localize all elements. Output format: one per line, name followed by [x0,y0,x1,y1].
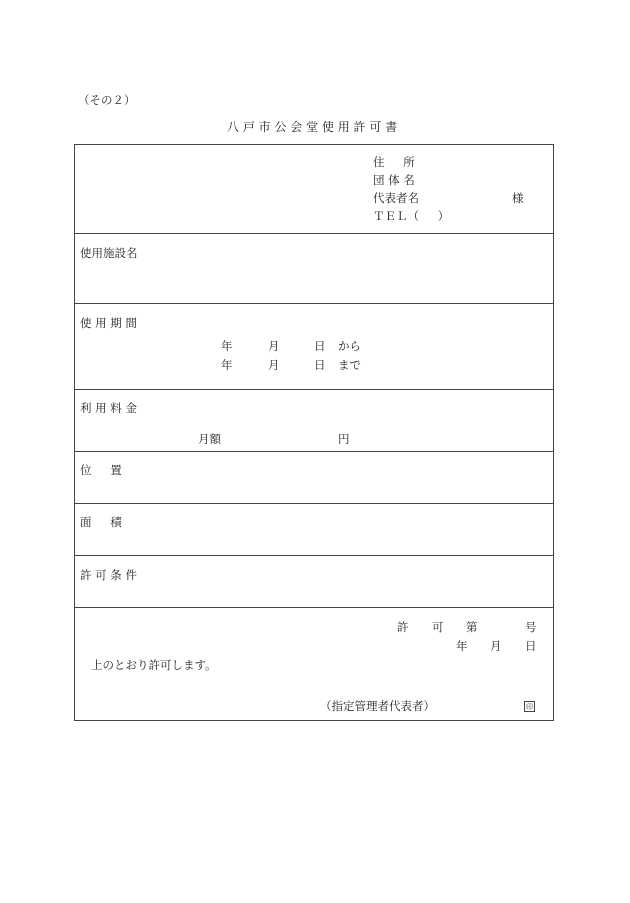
to-year: 年 [221,358,233,372]
row-divider [75,303,553,304]
area-label: 面 積 [80,515,122,529]
representative-label: 代表者名 [373,191,419,205]
to-day: 日 [314,358,326,372]
form-note: （その２） [78,93,136,107]
period-label: 使 用 期 間 [80,316,137,330]
from-suffix: から [338,339,361,353]
seal-mark: 印 [526,703,533,711]
from-month: 月 [268,339,280,353]
facility-name-label: 使用施設名 [80,246,138,260]
approval-day: 日 [525,639,537,653]
form-title: 八 戸 市 公 会 堂 使 用 許 可 書 [227,120,398,134]
permit-form-table [74,144,554,721]
conditions-label: 許 可 条 件 [80,568,137,582]
fee-label: 利 用 料 金 [80,401,137,415]
manager-label: （指定管理者代表者） [320,699,435,713]
permit-gou: 号 [525,620,537,634]
permit-ka: 可 [432,620,444,634]
row-divider [75,607,553,608]
monthly-fee-label: 月額 [198,432,221,446]
address-label: 住 所 [373,155,415,169]
row-divider [75,503,553,504]
from-day: 日 [314,339,326,353]
approval-month: 月 [490,639,502,653]
from-year: 年 [221,339,233,353]
group-name-label: 団 体 名 [373,173,415,187]
yen-label: 円 [338,432,350,446]
row-divider [75,389,553,390]
tel-label: ＴＥＬ（ ） [373,209,450,223]
permit-dai: 第 [466,620,478,634]
location-label: 位 置 [80,463,122,477]
approval-year: 年 [456,639,468,653]
approval-statement: 上のとおり許可します。 [91,658,217,672]
to-month: 月 [268,358,280,372]
honorific-sama: 様 [512,191,524,205]
permit-kyo: 許 [397,620,409,634]
row-divider [75,233,553,234]
row-divider [75,555,553,556]
row-divider [75,451,553,452]
to-suffix: まで [338,358,361,372]
